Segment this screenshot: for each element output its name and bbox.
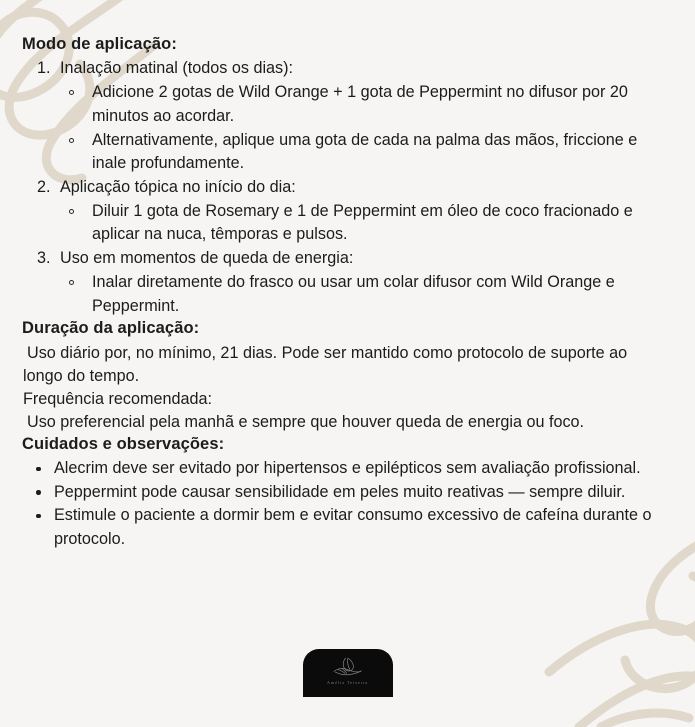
section-heading-cautions: Cuidados e observações: — [22, 434, 225, 453]
step-sub-item: Alternativamente, aplique uma gota de cada na palma das mãos, friccione e inale profundamente. — [60, 129, 657, 177]
caution-item: Estimule o paciente a dormir bem e evitar consumo excessivo de cafeína durante o protocolo. — [22, 504, 657, 551]
hand-leaf-icon — [329, 656, 367, 678]
ornament-bottom-right — [539, 522, 695, 727]
section-heading-application-mode: Modo de aplicação: — [22, 35, 177, 53]
cautions-list — [22, 457, 657, 551]
application-steps-list — [22, 57, 657, 318]
step-title: Inalação matinal (todos os dias): — [60, 59, 294, 78]
step-sub-list — [60, 271, 657, 319]
step-sub-item: Diluir 1 gota de Rosemary e 1 de Peppermint em óleo de coco fracionado e aplicar na nuca, têmporas e pulsos. — [60, 200, 657, 248]
application-step — [22, 247, 657, 318]
step-sub-list — [60, 200, 657, 248]
step-number: 1. — [37, 59, 51, 78]
caution-item: Alecrim deve ser evitado por hipertensos e epilépticos sem avaliação profissional. — [22, 457, 657, 480]
application-step — [22, 176, 657, 247]
section-heading-duration: Duração da aplicação: — [22, 319, 200, 338]
step-sub-item: Adicione 2 gotas de Wild Orange + 1 gota de Peppermint no difusor por 20 minutos ao acordar. — [60, 81, 657, 129]
step-sub-list — [60, 81, 657, 176]
step-number: 3. — [37, 249, 51, 268]
logo-wordmark: Amélia Teixeira — [326, 680, 369, 685]
step-title: Uso em momentos de queda de energia: — [60, 249, 354, 268]
section-heading-frequency: Frequência recomendada: — [23, 389, 212, 408]
brand-logo — [303, 649, 393, 697]
duration-body: Uso diário por, no mínimo, 21 dias. Pode ser mantido como protocolo de suporte ao longo do tempo. — [23, 343, 628, 385]
step-number: 2. — [37, 178, 51, 197]
caution-item: Peppermint pode causar sensibilidade em peles muito reativas — sempre diluir. — [22, 481, 657, 504]
application-step — [22, 57, 657, 176]
step-sub-item: Inalar diretamente do frasco ou usar um colar difusor com Wild Orange e Peppermint. — [60, 271, 657, 319]
step-title: Aplicação tópica no início do dia: — [60, 178, 296, 197]
frequency-body: Uso preferencial pela manhã e sempre que houver queda de energia ou foco. — [27, 412, 585, 431]
